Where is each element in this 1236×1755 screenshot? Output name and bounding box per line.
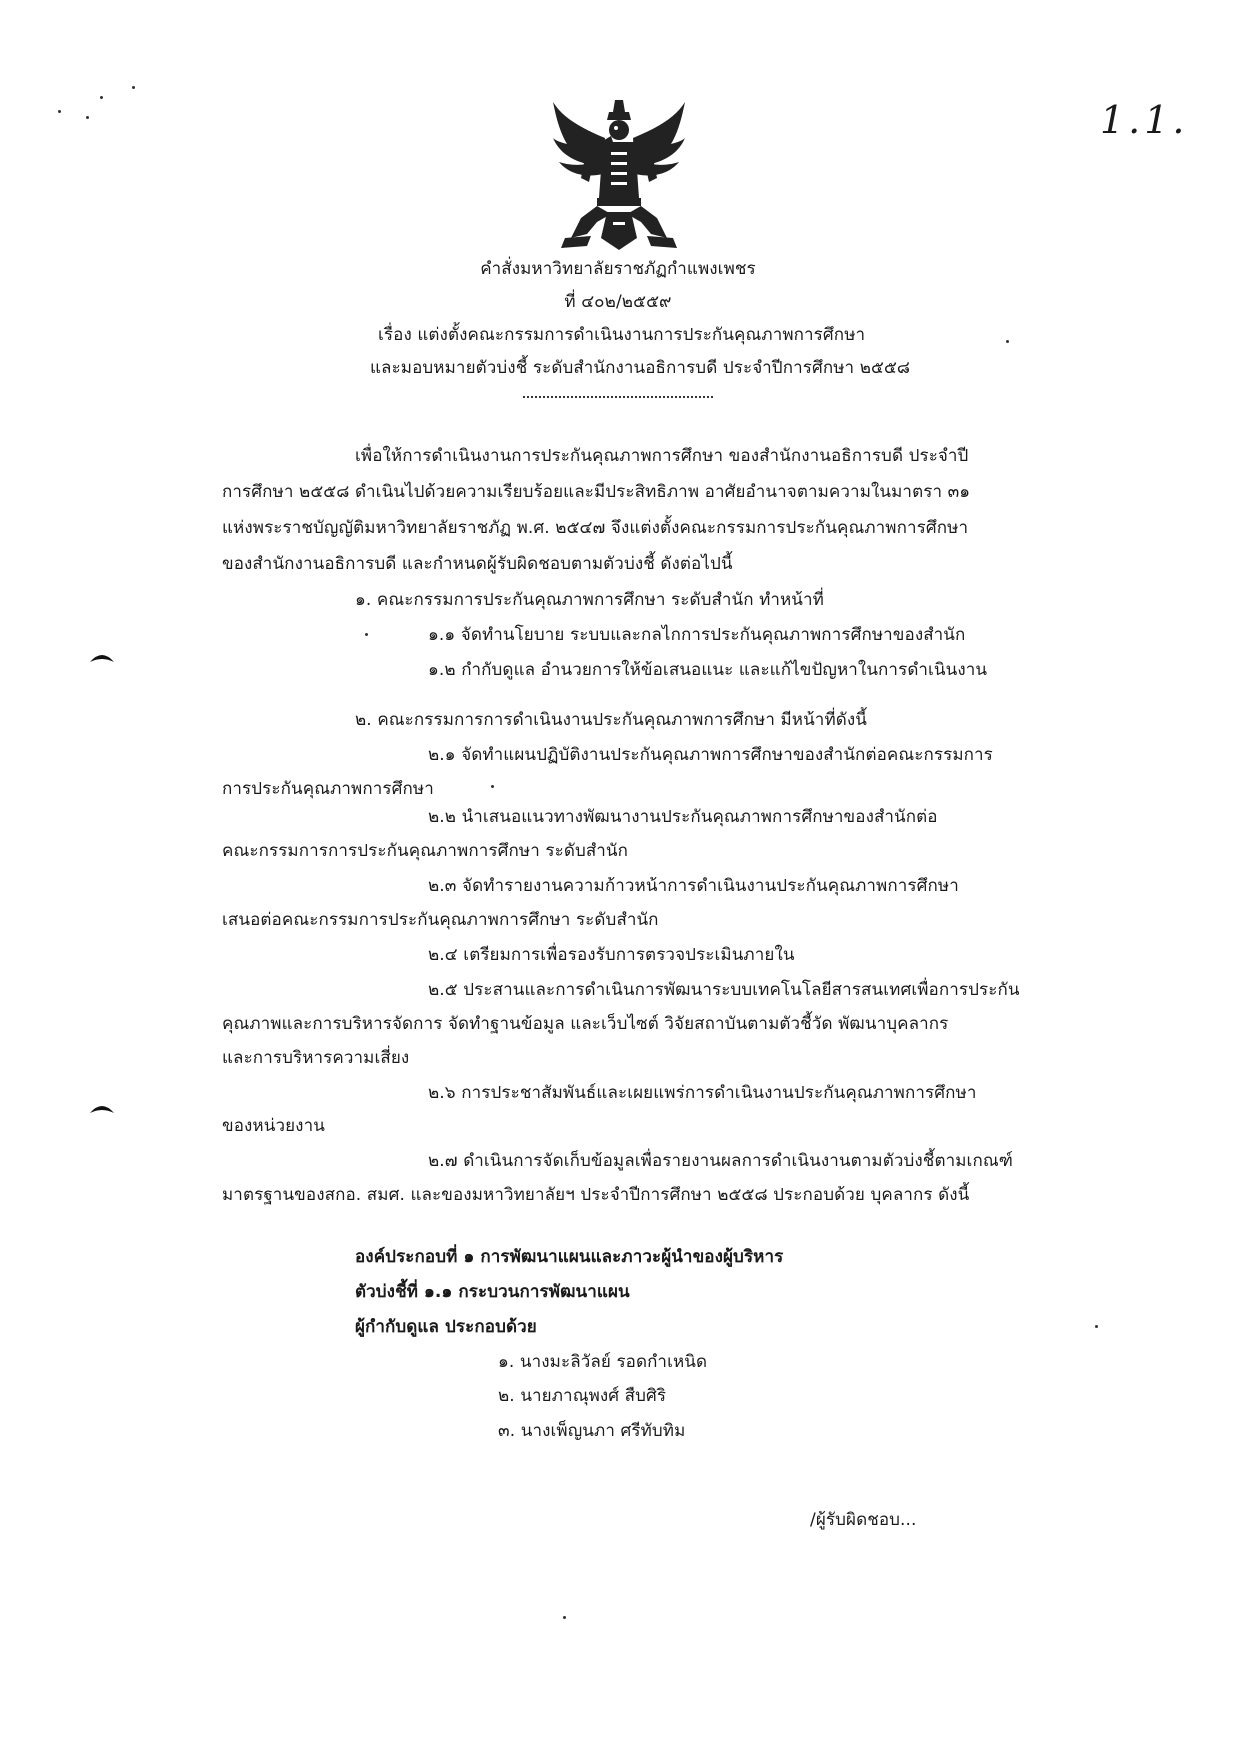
section-2-5-line-3: และการบริหารความเสี่ยง: [222, 1048, 410, 1068]
scan-speck: [491, 785, 494, 788]
scan-speck: [100, 96, 103, 99]
member-2: ๒. นายภาณุพงศ์ สืบศิริ: [498, 1386, 667, 1406]
order-title: คำสั่งมหาวิทยาลัยราชภัฏกำแพงเพชร: [480, 259, 756, 279]
section-1-item-1: ๑.๑ จัดทำนโยบาย ระบบและกลไกการประกันคุณภาพการศึกษาของสำนัก: [428, 625, 966, 645]
section-2-6-line-2: ของหน่วยงาน: [222, 1116, 325, 1136]
intro-line-2: การศึกษา ๒๕๕๘ ดำเนินไปด้วยความเรียบร้อยและมีประสิทธิภาพ อาศัยอำนาจตามความในมาตรา ๓๑: [222, 482, 971, 502]
intro-line-4: ของสำนักงานอธิการบดี และกำหนดผู้รับผิดชอบตามตัวบ่งชี้ ดังต่อไปนี้: [222, 554, 733, 574]
scan-speck: [1095, 1325, 1098, 1328]
indicator-title: ตัวบ่งชี้ที่ ๑.๑ กระบวนการพัฒนาแผน: [355, 1282, 630, 1302]
punch-hole-mark: [88, 650, 116, 664]
separator-dots: [523, 396, 713, 398]
section-2-6-line-1: ๒.๖ การประชาสัมพันธ์และเผยแพร่การดำเนินงานประกันคุณภาพการศึกษา: [428, 1083, 977, 1103]
member-3: ๓. นางเพ็ญนภา ศรีทับทิม: [498, 1421, 686, 1441]
section-2-7-line-1: ๒.๗ ดำเนินการจัดเก็บข้อมูลเพื่อรายงานผลการดำเนินงานตามตัวบ่งชี้ตามเกณฑ์: [428, 1151, 1013, 1171]
section-2-2-line-2: คณะกรรมการการประกันคุณภาพการศึกษา ระดับสำนัก: [222, 841, 628, 861]
subject-line-2: และมอบหมายตัวบ่งชี้ ระดับสำนักงานอธิการบดี ประจำปีการศึกษา ๒๕๕๘: [370, 358, 911, 378]
scan-speck: [365, 633, 368, 636]
component-title: องค์ประกอบที่ ๑ การพัฒนาแผนและภาวะผู้นำของผู้บริหาร: [355, 1247, 784, 1267]
scan-speck: [1006, 340, 1009, 343]
section-2-5-line-1: ๒.๕ ประสานและการดำเนินการพัฒนาระบบเทคโนโลยีสารสนเทศเพื่อการประกัน: [428, 980, 1020, 1000]
scan-speck: [132, 86, 135, 89]
section-2-4: ๒.๔ เตรียมการเพื่อรองรับการตรวจประเมินภายใน: [428, 945, 795, 965]
section-2-1-line-2: การประกันคุณภาพการศึกษา: [222, 779, 434, 799]
continuation-text: /ผู้รับผิดชอบ...: [810, 1510, 917, 1530]
section-2-2-line-1: ๒.๒ นำเสนอแนวทางพัฒนางานประกันคุณภาพการศึกษาของสำนักต่อ: [428, 807, 938, 827]
handwritten-note: 1.1.: [1100, 98, 1189, 142]
section-1-title: ๑. คณะกรรมการประกันคุณภาพการศึกษา ระดับสำนัก ทำหน้าที่: [355, 590, 824, 610]
section-2-1-line-1: ๒.๑ จัดทำแผนปฏิบัติงานประกันคุณภาพการศึกษาของสำนักต่อคณะกรรมการ: [428, 745, 993, 765]
section-1-item-2: ๑.๒ กำกับดูแล อำนวยการให้ข้อเสนอแนะ และแก้ไขปัญหาในการดำเนินงาน: [428, 660, 988, 680]
section-2-3-line-2: เสนอต่อคณะกรรมการประกันคุณภาพการศึกษา ระดับสำนัก: [222, 910, 659, 930]
scan-speck: [563, 1616, 566, 1619]
section-2-7-line-2: มาตรฐานของสกอ. สมศ. และของมหาวิทยาลัยฯ ประจำปีการศึกษา ๒๕๕๘ ประกอบด้วย บุคลากร ดังนี้: [222, 1185, 970, 1205]
scan-speck: [86, 116, 89, 119]
garuda-seal-icon: [551, 98, 687, 254]
section-2-5-line-2: คุณภาพและการบริหารจัดการ จัดทำฐานข้อมูล และเว็บไซต์ วิจัยสถาบันตามตัวชี้วัด พัฒนาบุคลากร: [222, 1014, 949, 1034]
section-2-3-line-1: ๒.๓ จัดทำรายงานความก้าวหน้าการดำเนินงานประกันคุณภาพการศึกษา: [428, 876, 959, 896]
punch-hole-mark: [88, 1101, 116, 1115]
intro-line-3: แห่งพระราชบัญญัติมหาวิทยาลัยราชภัฏ พ.ศ. ๒๕๔๗ จึงแต่งตั้งคณะกรรมการประกันคุณภาพการศึกษา: [222, 518, 969, 538]
member-1: ๑. นางมะลิวัลย์ รอดกำเหนิด: [498, 1352, 708, 1372]
supervisors-label: ผู้กำกับดูแล ประกอบด้วย: [355, 1317, 537, 1337]
order-number: ที่ ๔๐๒/๒๕๕๙: [564, 292, 672, 312]
section-2-title: ๒. คณะกรรมการการดำเนินงานประกันคุณภาพการศึกษา มีหน้าที่ดังนี้: [355, 710, 868, 730]
intro-line-1: เพื่อให้การดำเนินงานการประกันคุณภาพการศึกษา ของสำนักงานอธิการบดี ประจำปี: [355, 446, 969, 466]
scan-speck: [58, 110, 61, 113]
subject-line-1: เรื่อง แต่งตั้งคณะกรรมการดำเนินงานการประกันคุณภาพการศึกษา: [378, 325, 866, 345]
